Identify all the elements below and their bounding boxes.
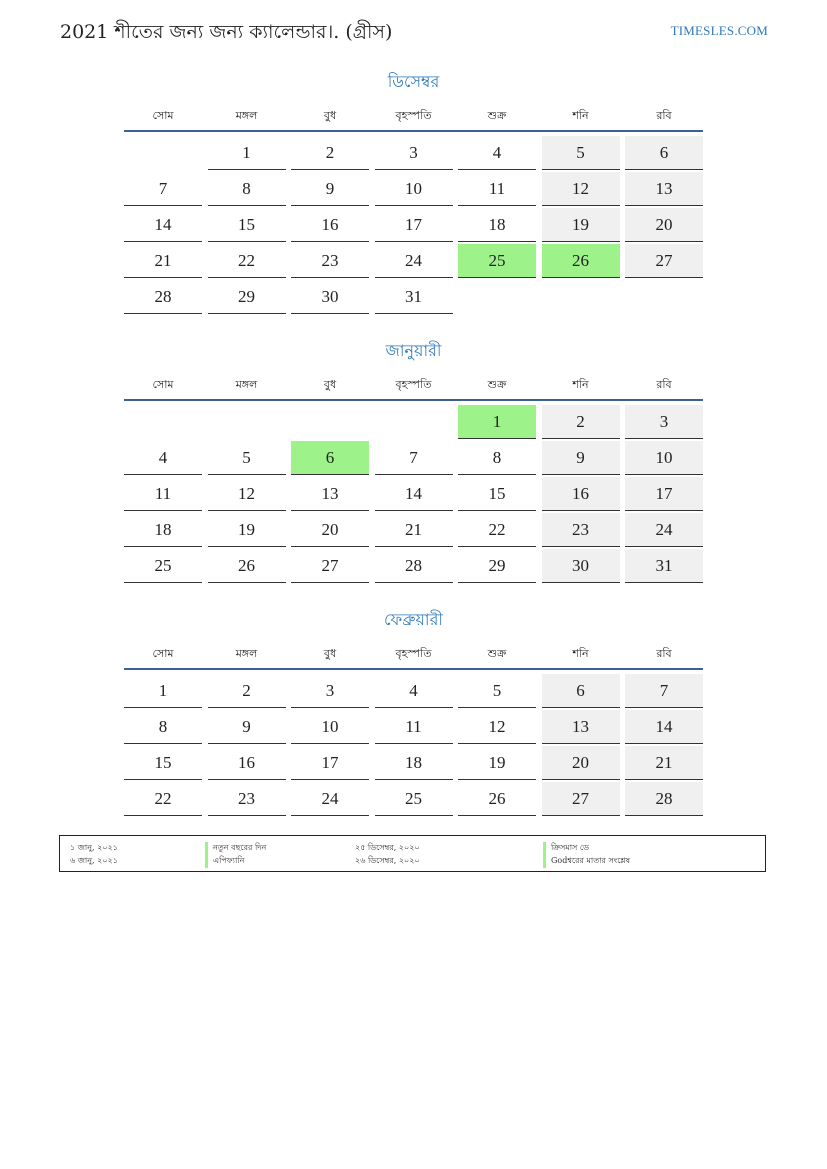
empty-cell (375, 405, 453, 439)
day-cell[interactable]: 12 (458, 710, 536, 744)
day-cell[interactable]: 8 (124, 710, 202, 744)
day-cell[interactable]: 14 (124, 208, 202, 242)
day-cell[interactable]: 16 (542, 477, 620, 511)
day-cell[interactable]: 28 (375, 549, 453, 583)
day-cell[interactable]: 5 (208, 441, 286, 475)
day-cell[interactable]: 10 (625, 441, 703, 475)
day-cell[interactable]: 10 (375, 172, 453, 206)
weekday-label: বুধ (323, 378, 337, 391)
weekday-label: মঙ্গল (235, 647, 258, 660)
day-cell[interactable]: 26 (458, 782, 536, 816)
legend-holiday-name: এপিফ্যানি (205, 855, 244, 868)
day-cell[interactable]: 5 (542, 136, 620, 170)
day-cell[interactable]: 23 (542, 513, 620, 547)
day-cell[interactable]: 12 (208, 477, 286, 511)
day-cell[interactable]: 8 (458, 441, 536, 475)
day-grid (124, 674, 703, 818)
day-cell[interactable]: 5 (458, 674, 536, 708)
day-cell[interactable]: 12 (542, 172, 620, 206)
day-grid (124, 405, 703, 585)
day-cell[interactable]: 23 (291, 244, 369, 278)
day-cell[interactable]: 30 (542, 549, 620, 583)
day-cell[interactable]: 20 (625, 208, 703, 242)
day-cell[interactable]: 20 (291, 513, 369, 547)
legend-holiday-name: Godশ্বরের মাতার সংশ্লেষ (543, 855, 630, 868)
day-cell[interactable]: 18 (124, 513, 202, 547)
day-cell[interactable]: 3 (291, 674, 369, 708)
day-cell[interactable]: 22 (124, 782, 202, 816)
day-cell[interactable]: 16 (208, 746, 286, 780)
day-cell[interactable]: 30 (291, 280, 369, 314)
day-cell[interactable]: 9 (291, 172, 369, 206)
day-cell[interactable]: 3 (625, 405, 703, 439)
month-title: ডিসেম্বর (387, 72, 440, 91)
day-grid (124, 136, 703, 316)
month-december (124, 70, 703, 316)
day-cell[interactable]: 15 (124, 746, 202, 780)
day-cell[interactable]: 27 (625, 244, 703, 278)
day-cell[interactable]: 1 (124, 674, 202, 708)
day-cell[interactable]: 1 (208, 136, 286, 170)
day-cell[interactable]: 24 (291, 782, 369, 816)
day-cell[interactable]: 11 (458, 172, 536, 206)
day-cell[interactable]: 13 (291, 477, 369, 511)
weekday-label: বুধ (323, 647, 337, 660)
month-title: জানুয়ারী (385, 341, 442, 360)
day-cell[interactable]: 2 (208, 674, 286, 708)
legend-date: ৬ জানু, ২০২১ (70, 856, 118, 865)
day-cell[interactable]: 4 (124, 441, 202, 475)
weekday-header (124, 374, 703, 401)
day-cell[interactable]: 7 (124, 172, 202, 206)
empty-cell (124, 405, 202, 439)
day-cell[interactable]: 6 (291, 441, 369, 475)
empty-cell (124, 136, 202, 170)
day-cell[interactable]: 8 (208, 172, 286, 206)
day-cell[interactable]: 9 (542, 441, 620, 475)
day-cell[interactable]: 17 (375, 208, 453, 242)
day-cell[interactable]: 9 (208, 710, 286, 744)
day-cell[interactable]: 6 (542, 674, 620, 708)
day-cell[interactable]: 27 (291, 549, 369, 583)
empty-cell (542, 280, 620, 314)
weekday-label: সোম (152, 378, 174, 391)
day-cell[interactable]: 14 (625, 710, 703, 744)
day-cell[interactable]: 18 (375, 746, 453, 780)
weekday-label: শুক্র (487, 647, 507, 660)
empty-cell (625, 280, 703, 314)
weekday-label: শনি (572, 378, 589, 391)
day-cell[interactable]: 13 (542, 710, 620, 744)
day-cell[interactable]: 15 (458, 477, 536, 511)
weekday-label: সোম (152, 109, 174, 122)
weekday-label: বৃহস্পতি (395, 378, 432, 391)
day-cell[interactable]: 19 (542, 208, 620, 242)
day-cell[interactable]: 22 (208, 244, 286, 278)
day-cell[interactable]: 16 (291, 208, 369, 242)
weekday-label: মঙ্গল (235, 378, 258, 391)
day-cell[interactable]: 21 (375, 513, 453, 547)
weekday-label: রবি (656, 109, 672, 122)
weekday-label: বৃহস্পতি (395, 109, 432, 122)
day-cell[interactable]: 21 (124, 244, 202, 278)
day-cell[interactable]: 13 (625, 172, 703, 206)
day-cell[interactable]: 15 (208, 208, 286, 242)
day-cell[interactable]: 17 (625, 477, 703, 511)
day-cell[interactable]: 19 (208, 513, 286, 547)
weekday-label: রবি (656, 378, 672, 391)
day-cell[interactable]: 17 (291, 746, 369, 780)
day-cell[interactable]: 28 (124, 280, 202, 314)
day-cell[interactable]: 22 (458, 513, 536, 547)
legend-date: ২৫ ডিসেম্বর, ২০২০ (355, 843, 420, 852)
day-cell[interactable]: 2 (542, 405, 620, 439)
weekday-label: মঙ্গল (235, 109, 258, 122)
day-cell[interactable]: 28 (625, 782, 703, 816)
day-cell[interactable]: 26 (542, 244, 620, 278)
day-cell[interactable]: 6 (625, 136, 703, 170)
weekday-header (124, 643, 703, 670)
page-title: 2021 শীতের জন্য জন্য ক্যালেন্ডার।. (গ্রীস) (60, 21, 393, 43)
empty-cell (458, 280, 536, 314)
day-cell[interactable]: 14 (375, 477, 453, 511)
empty-cell (291, 405, 369, 439)
day-cell[interactable]: 23 (208, 782, 286, 816)
day-cell[interactable]: 25 (124, 549, 202, 583)
legend-holiday-name: ক্রিসমাস ডে (543, 842, 589, 855)
weekday-label: শুক্র (487, 378, 507, 391)
day-cell[interactable]: 31 (625, 549, 703, 583)
empty-cell (208, 405, 286, 439)
day-cell[interactable]: 7 (625, 674, 703, 708)
legend-date: ২৬ ডিসেম্বর, ২০২০ (355, 856, 420, 865)
day-cell[interactable]: 25 (375, 782, 453, 816)
weekday-label: শুক্র (487, 109, 507, 122)
legend-holiday-name: নতুন বছরের দিন (205, 842, 266, 855)
day-cell[interactable]: 7 (375, 441, 453, 475)
day-cell[interactable]: 27 (542, 782, 620, 816)
day-cell[interactable]: 2 (291, 136, 369, 170)
day-cell[interactable]: 21 (625, 746, 703, 780)
month-february (124, 608, 703, 818)
day-cell[interactable]: 11 (375, 710, 453, 744)
weekday-label: বুধ (323, 109, 337, 122)
day-cell[interactable]: 31 (375, 280, 453, 314)
weekday-label: রবি (656, 647, 672, 660)
day-cell[interactable]: 19 (458, 746, 536, 780)
day-cell[interactable]: 18 (458, 208, 536, 242)
day-cell[interactable]: 4 (458, 136, 536, 170)
day-cell[interactable]: 24 (625, 513, 703, 547)
day-cell[interactable]: 3 (375, 136, 453, 170)
site-link[interactable]: TIMESLES.COM (670, 23, 768, 38)
weekday-label: বৃহস্পতি (395, 647, 432, 660)
day-cell[interactable]: 20 (542, 746, 620, 780)
weekday-label: শনি (572, 109, 589, 122)
day-cell[interactable]: 10 (291, 710, 369, 744)
weekday-label: সোম (152, 647, 174, 660)
day-cell[interactable]: 26 (208, 549, 286, 583)
holiday-legend (59, 835, 766, 872)
day-cell[interactable]: 1 (458, 405, 536, 439)
day-cell[interactable]: 11 (124, 477, 202, 511)
month-january (124, 339, 703, 585)
day-cell[interactable]: 24 (375, 244, 453, 278)
weekday-label: শনি (572, 647, 589, 660)
day-cell[interactable]: 25 (458, 244, 536, 278)
day-cell[interactable]: 29 (458, 549, 536, 583)
legend-date: ১ জানু, ২০২১ (70, 843, 118, 852)
day-cell[interactable]: 4 (375, 674, 453, 708)
month-title: ফেব্রুয়ারী (384, 610, 443, 629)
day-cell[interactable]: 29 (208, 280, 286, 314)
weekday-header (124, 105, 703, 132)
